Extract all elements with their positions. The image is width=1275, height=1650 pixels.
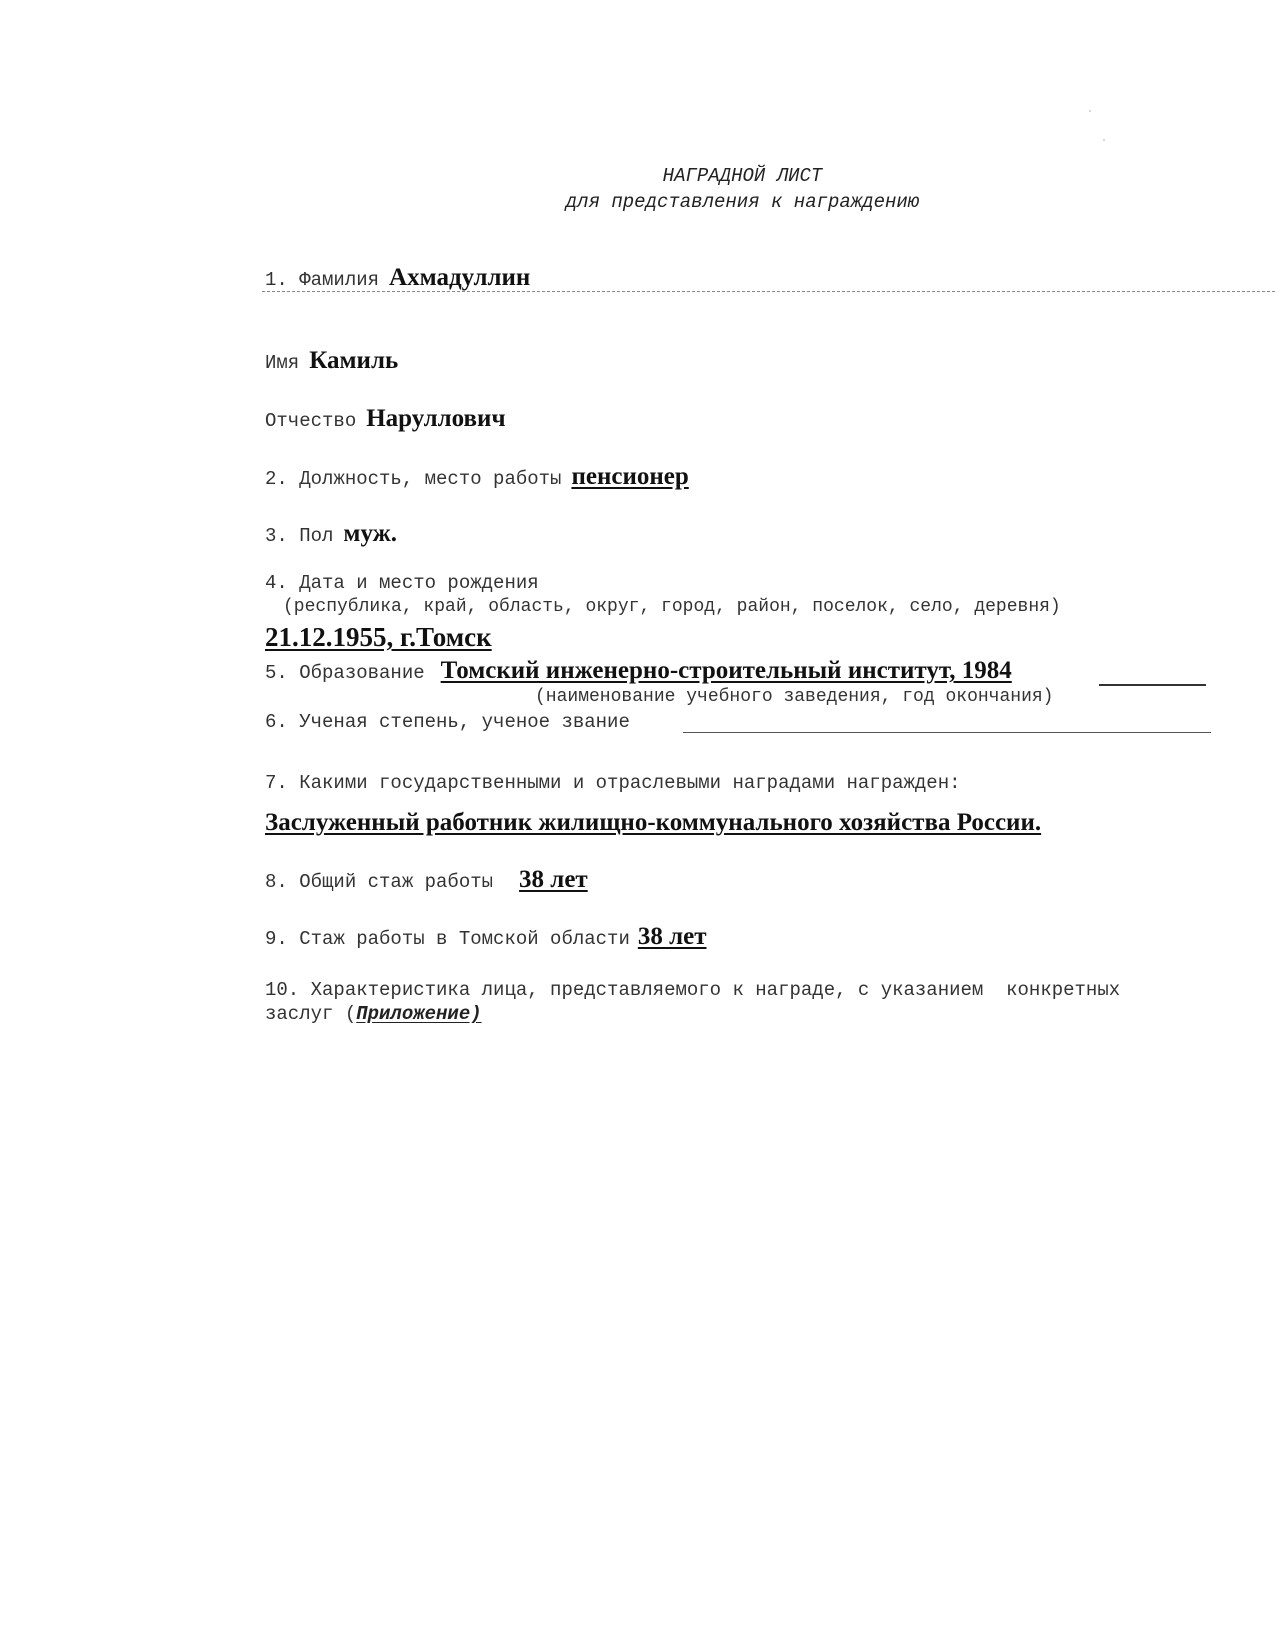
sex-value: муж. xyxy=(343,520,397,547)
position-label: 2. Должность, место работы xyxy=(265,468,562,490)
birth-label: 4. Дата и место рождения xyxy=(265,572,539,594)
tomsk-experience-value: 38 лет xyxy=(637,923,707,950)
education-hint: (наименование учебного заведения, год окончания) xyxy=(535,687,1054,707)
document-subtitle: для представления к награждению xyxy=(565,191,920,213)
characteristic-prefix: заслуг ( xyxy=(265,1003,357,1025)
patronymic-row xyxy=(265,405,506,433)
sex-label: 3. Пол xyxy=(265,525,334,547)
birth-hint: (республика, край, область, округ, город, район, поселок, село, деревня) xyxy=(283,597,1061,617)
total-experience-value: 38 лет xyxy=(519,866,588,893)
first-name-value: Камиль xyxy=(309,347,399,374)
position-row xyxy=(265,463,689,491)
surname-label: 1. Фамилия xyxy=(265,269,380,291)
position-value: пенсионер xyxy=(571,463,689,490)
total-experience-label: 8. Общий стаж работы xyxy=(265,871,494,893)
tomsk-experience-label: 9. Стаж работы в Томской области xyxy=(265,928,630,950)
sex-row xyxy=(265,520,397,548)
awards-label: 7. Какими государственными и отраслевыми наградами награжден: xyxy=(265,772,961,794)
education-label: 5. Образование xyxy=(265,662,425,684)
awards-value: Заслуженный работник жилищно-коммунального хозяйства России. xyxy=(265,809,1042,836)
appendix-link[interactable]: Приложение) xyxy=(356,1003,482,1025)
birth-value: 21.12.1955, г.Томск xyxy=(265,622,492,652)
degree-blank-line xyxy=(683,732,1211,733)
patronymic-value: Наруллович xyxy=(366,405,506,432)
characteristic-line-1: 10. Характеристика лица, представляемого к награде, с указанием конкретных xyxy=(265,979,1121,1001)
document-title: НАГРАДНОЙ ЛИСТ xyxy=(662,165,823,187)
scan-speck xyxy=(1103,139,1105,141)
education-underline xyxy=(1099,684,1206,686)
tomsk-experience-row xyxy=(265,923,707,951)
total-experience-row xyxy=(265,866,588,894)
characteristic-line-2 xyxy=(265,1003,482,1025)
patronymic-label: Отчество xyxy=(265,410,357,432)
first-name-row xyxy=(265,347,398,375)
education-row xyxy=(265,657,1012,685)
surname-underline xyxy=(262,291,1275,292)
surname-value: Ахмадуллин xyxy=(389,264,531,291)
first-name-label: Имя xyxy=(265,352,300,374)
surname-row xyxy=(265,264,530,292)
scan-speck xyxy=(1089,110,1091,112)
education-value: Томский инженерно-строительный институт, 1984 xyxy=(440,657,1012,684)
degree-label: 6. Ученая степень, ученое звание xyxy=(265,711,630,733)
